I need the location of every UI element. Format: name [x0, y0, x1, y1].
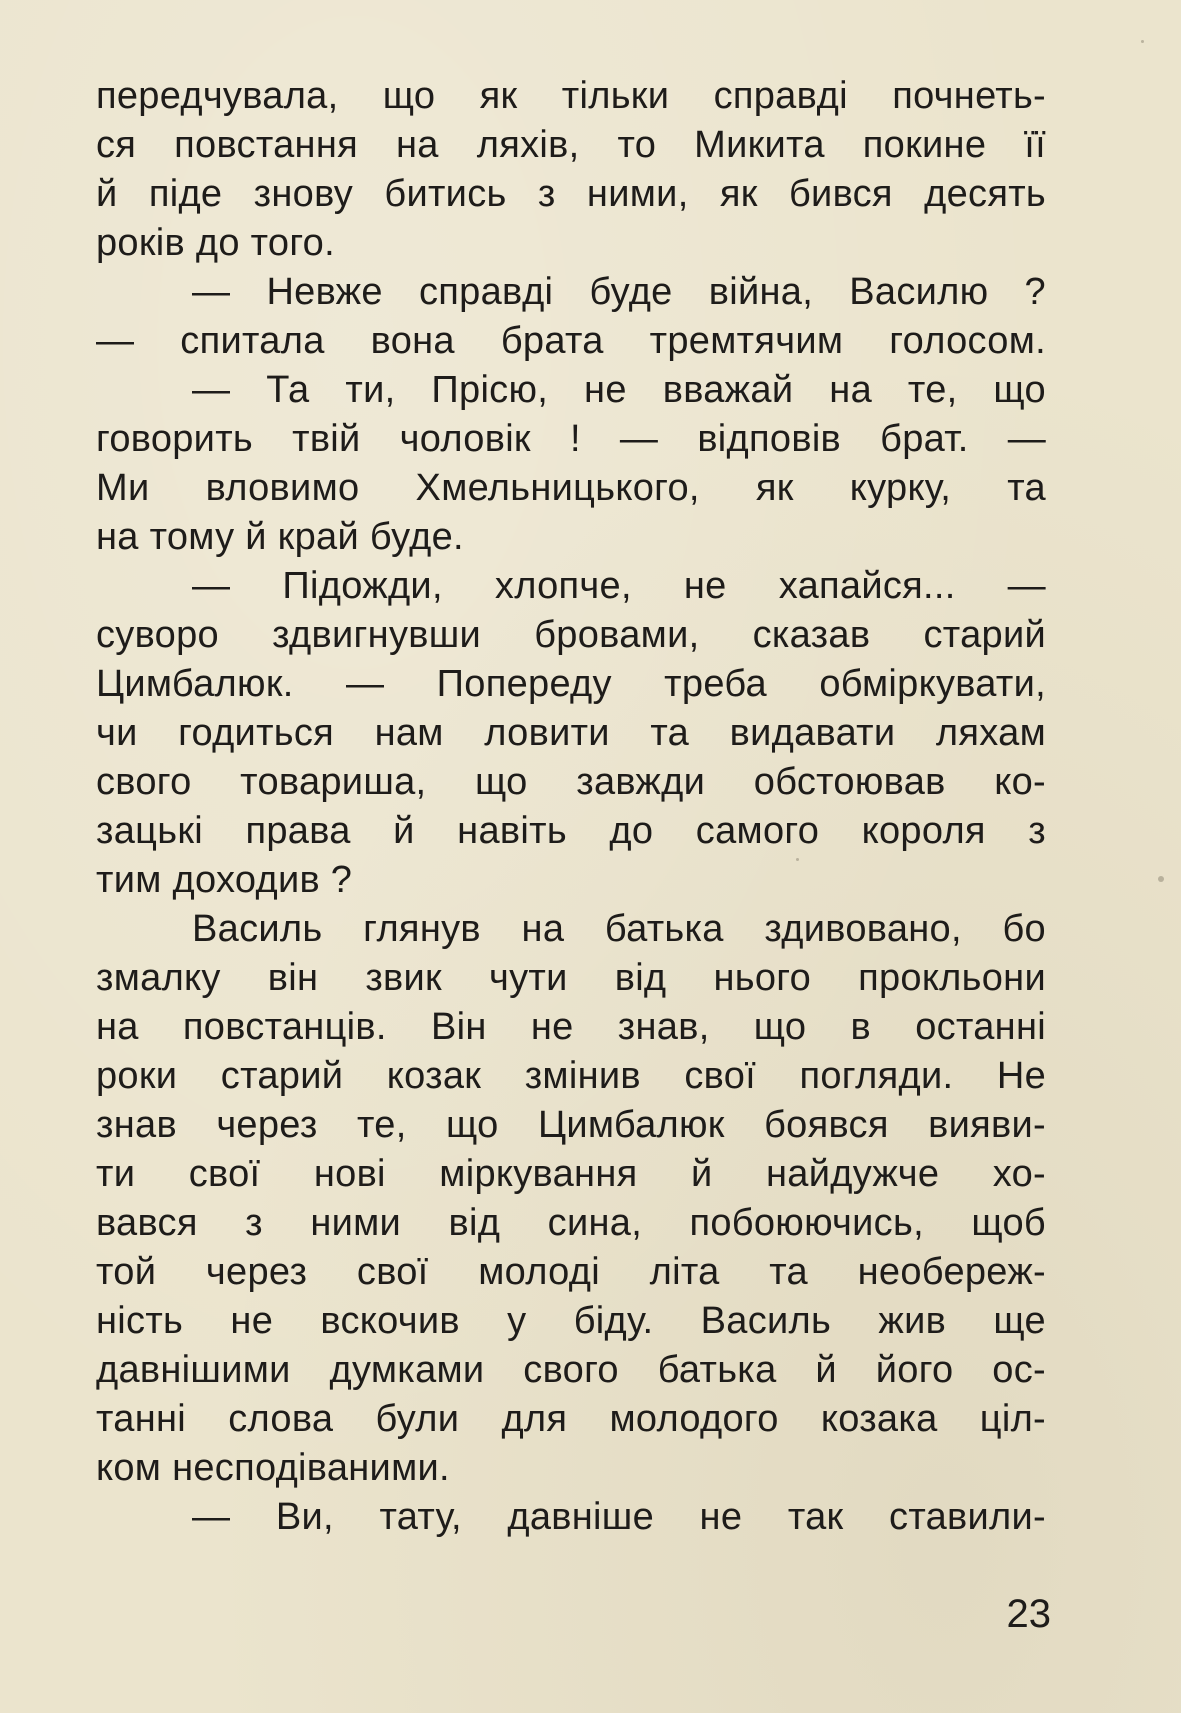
text-line: ність не вскочив у біду. Василь жив ще: [96, 1300, 1046, 1342]
text-line: на повстанців. Він не знав, що в останні: [96, 1006, 1046, 1048]
paper-speck: [796, 858, 799, 861]
text-line: роки старий козак змінив свої погляди. Не: [96, 1055, 1046, 1097]
text-line: Василь глянув на батька здивовано, бо: [192, 908, 1046, 950]
text-line: Цимбалюк. — Попереду треба обміркувати,: [96, 663, 1046, 705]
text-line: танні слова були для молодого козака ціл-: [96, 1398, 1046, 1440]
text-line: змалку він звик чути від нього прокльони: [96, 957, 1046, 999]
text-line: давнішими думками свого батька й його ос-: [96, 1349, 1046, 1391]
text-line: Ми вловимо Хмельницького, як курку, та: [96, 467, 1046, 509]
text-line: ся повстання на ляхів, то Микита покине її: [96, 124, 1046, 166]
text-line: знав через те, що Цимбалюк боявся вияви-: [96, 1104, 1046, 1146]
text-line: років до того.: [96, 222, 335, 264]
text-line: вався з ними від сина, побоюючись, щоб: [96, 1202, 1046, 1244]
text-line: передчувала, що як тільки справді почнеть-: [96, 75, 1046, 117]
text-line: — Невже справді буде війна, Василю ?: [192, 271, 1046, 313]
text-line: тим доходив ?: [96, 859, 353, 901]
text-line: — Ви, тату, давніше не так ставили-: [192, 1496, 1046, 1538]
text-line: — Підожди, хлопче, не хапайся... —: [192, 565, 1046, 607]
paper-speck: [1158, 876, 1164, 882]
text-line: на тому й край буде.: [96, 516, 464, 558]
text-line: свого товариша, що завжди обстоював ко-: [96, 761, 1046, 803]
page-number: 23: [1006, 1592, 1051, 1636]
page-body-text: [96, 72, 1046, 1542]
text-line: зацькі права й навіть до самого короля з: [96, 810, 1046, 852]
text-line: говорить твій чоловік ! — відповів брат. —: [96, 418, 1046, 460]
text-line: — спитала вона брата тремтячим голосом.: [96, 320, 1046, 362]
text-line: той через свої молоді літа та необереж-: [96, 1251, 1046, 1293]
paper-speck: [1141, 40, 1144, 43]
text-line: ком несподіваними.: [96, 1447, 450, 1489]
text-line: й піде знову битись з ними, як бився десять: [96, 173, 1046, 215]
text-line: ти свої нові міркування й найдужче хо-: [96, 1153, 1046, 1195]
text-line: чи годиться нам ловити та видавати ляхам: [96, 712, 1046, 754]
text-line: суворо здвигнувши бровами, сказав старий: [96, 614, 1046, 656]
text-line: — Та ти, Прісю, не вважай на те, що: [192, 369, 1046, 411]
